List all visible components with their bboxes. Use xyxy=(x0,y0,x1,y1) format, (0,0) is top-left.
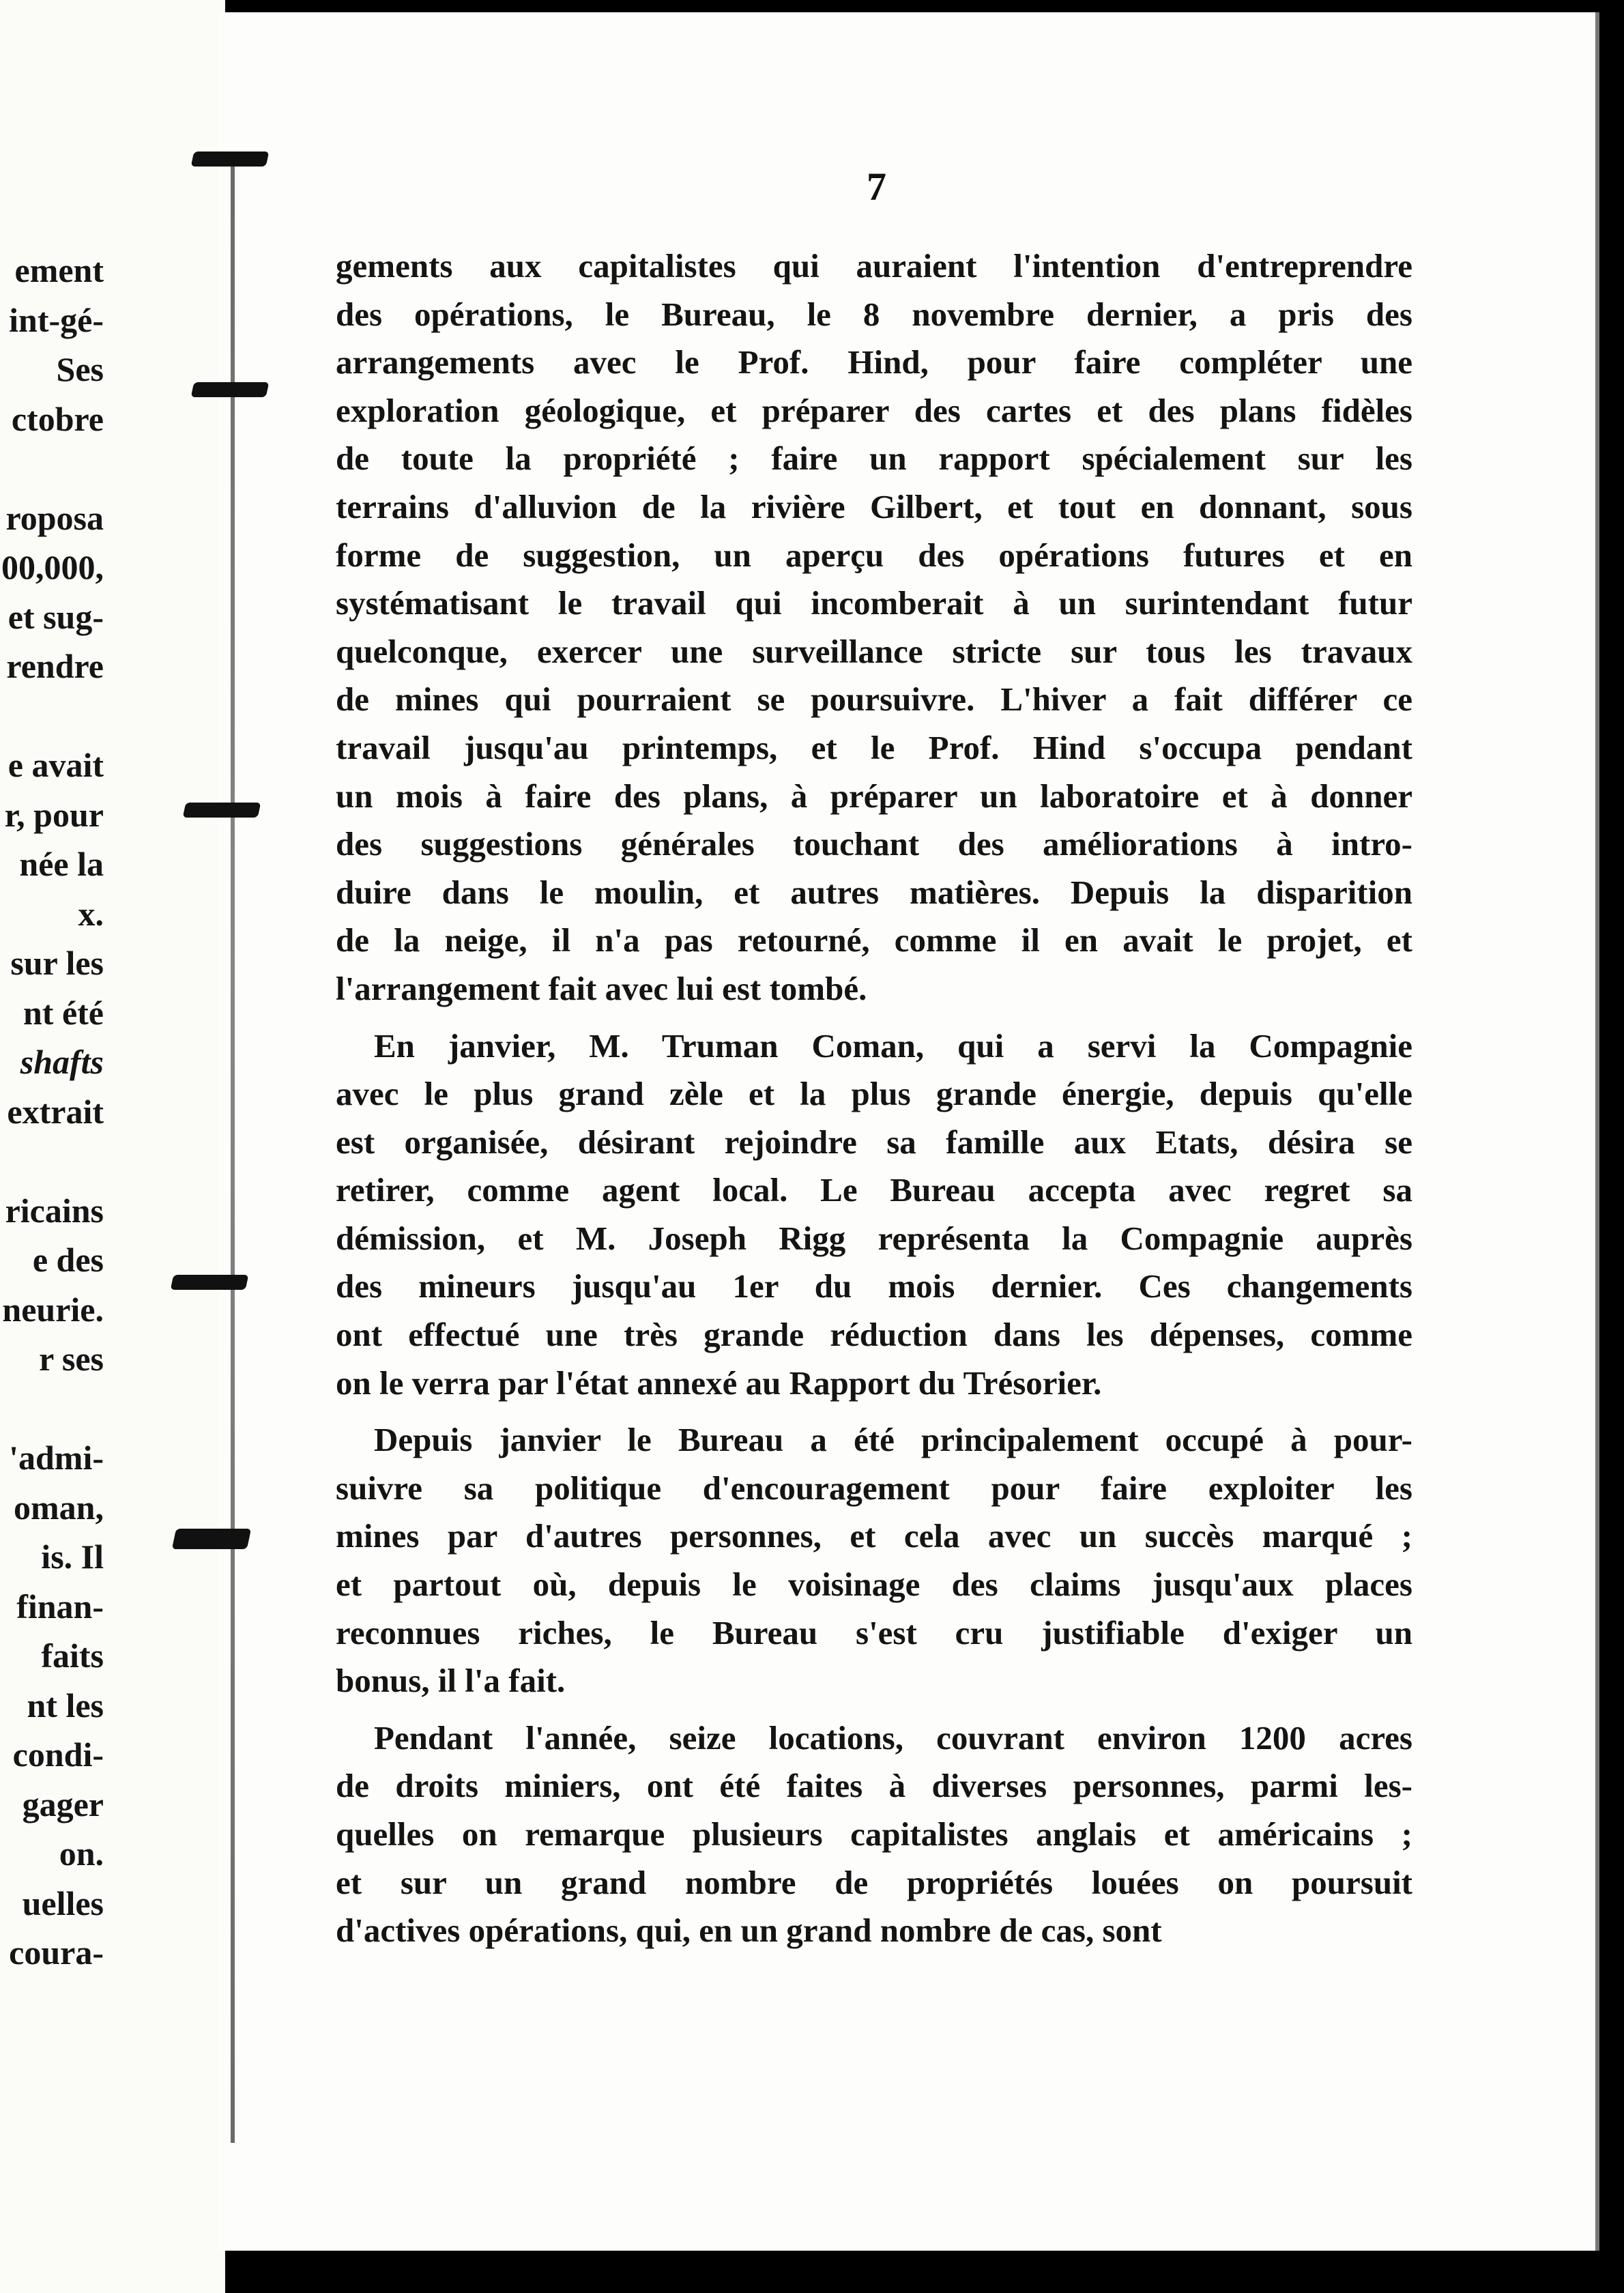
text-line: des suggestions générales touchant des améliorations à intro- xyxy=(336,825,1412,863)
facing-page-line: rendre xyxy=(6,647,104,685)
facing-page-line: nt les xyxy=(27,1686,104,1725)
facing-page-line: condi- xyxy=(12,1735,104,1774)
text-line: arrangements avec le Prof. Hind, pour faire compléter une xyxy=(336,343,1412,381)
text-line: mines par d'autres personnes, et cela avec un succès marqué ; xyxy=(336,1517,1412,1555)
facing-page-line: neurie. xyxy=(2,1290,104,1329)
binding-stitch xyxy=(191,382,270,397)
text-line: quelconque, exercer une surveillance stricte sur tous les travaux xyxy=(336,632,1412,670)
binding-stitch xyxy=(191,152,270,167)
facing-page-fragment xyxy=(0,0,225,2293)
facing-page-line: roposa xyxy=(5,498,104,537)
facing-page-line: nt été xyxy=(23,993,104,1032)
text-line: d'actives opérations, qui, en un grand nombre de cas, sont xyxy=(336,1912,1162,1950)
facing-page-line: shafts xyxy=(20,1043,104,1081)
facing-page-line: oman, xyxy=(14,1488,104,1527)
facing-page-line: coura- xyxy=(9,1933,104,1972)
text-line: terrains d'alluvion de la rivière Gilbert, et tout en donnant, sous xyxy=(336,487,1412,525)
facing-page-line: ricains xyxy=(5,1191,104,1230)
facing-page-line: extrait xyxy=(7,1092,104,1131)
text-line: systématisant le travail qui incomberait à un surintendant futur xyxy=(336,584,1412,622)
body-text xyxy=(336,242,1412,1964)
paragraph xyxy=(336,242,1412,1013)
facing-page-line xyxy=(0,444,225,493)
text-line: et partout où, depuis le voisinage des claims jusqu'aux places xyxy=(336,1566,1412,1604)
facing-page-line: x. xyxy=(78,894,104,933)
text-line: des mineurs jusqu'au 1er du mois dernier. Ces changements xyxy=(336,1267,1412,1306)
facing-page-line: née la xyxy=(19,845,104,883)
text-line: forme de suggestion, un aperçu des opérations futures et en xyxy=(336,536,1412,574)
text-line: Depuis janvier le Bureau a été principalement occupé à pour- xyxy=(374,1421,1412,1459)
text-line: reconnues riches, le Bureau s'est cru justifiable d'exiger un xyxy=(336,1613,1412,1652)
text-line: exploration géologique, et préparer des cartes et des plans fidèles xyxy=(336,391,1412,429)
facing-page-line: e avait xyxy=(8,746,104,784)
text-line: gements aux capitalistes qui auraient l'intention d'entreprendre xyxy=(336,247,1412,285)
text-line: de droits miniers, ont été faites à diverses personnes, parmi les- xyxy=(336,1767,1412,1805)
facing-page-line: sur les xyxy=(10,944,104,982)
text-line: un mois à faire des plans, à préparer un laboratoire et à donner xyxy=(336,777,1412,815)
text-line: de mines qui pourraient se poursuivre. L'hiver a fait différer ce xyxy=(336,680,1412,719)
paragraph xyxy=(336,1714,1412,1955)
facing-page-line: r ses xyxy=(39,1340,104,1378)
binding-stitch xyxy=(172,1529,251,1549)
facing-page-line xyxy=(0,691,225,741)
facing-page-line: 00,000, xyxy=(1,548,104,586)
paragraph xyxy=(336,1022,1412,1408)
text-line: suivre sa politique d'encouragement pour faire exploiter les xyxy=(336,1469,1412,1507)
text-line: l'arrangement fait avec lui est tombé. xyxy=(336,969,867,1007)
text-line: avec le plus grand zèle et la plus grande énergie, depuis qu'elle xyxy=(336,1075,1412,1113)
facing-page-line: uelles xyxy=(22,1884,104,1922)
text-line: quelles on remarque plusieurs capitalistes anglais et américains ; xyxy=(336,1815,1412,1853)
facing-page-line: gager xyxy=(22,1785,104,1823)
text-line: bonus, il l'a fait. xyxy=(336,1662,566,1700)
binding-stitch xyxy=(171,1275,249,1290)
binding-spine xyxy=(231,164,235,2143)
facing-page-line: ement xyxy=(14,251,104,289)
facing-page-text xyxy=(0,246,225,1978)
facing-page-line: Ses xyxy=(56,350,104,388)
text-line: duire dans le moulin, et autres matières. Depuis la disparition xyxy=(336,873,1412,911)
text-line: et sur un grand nombre de propriétés louées on poursuit xyxy=(336,1863,1412,1901)
facing-page-line: et sug- xyxy=(8,597,104,636)
facing-page-line: is. Il xyxy=(41,1538,104,1576)
text-line: on le verra par l'état annexé au Rapport du Trésorier. xyxy=(336,1364,1102,1402)
facing-page-line: on. xyxy=(59,1834,104,1873)
text-line: démission, et M. Joseph Rigg représenta la Compagnie auprès xyxy=(336,1219,1412,1257)
facing-page-line: int-gé- xyxy=(9,300,104,339)
binding-stitch xyxy=(183,803,261,818)
text-line: est organisée, désirant rejoindre sa famille aux Etats, désira se xyxy=(336,1123,1412,1161)
text-line: retirer, comme agent local. Le Bureau accepta avec regret sa xyxy=(336,1171,1412,1209)
page-number: 7 xyxy=(867,164,886,209)
text-line: En janvier, M. Truman Coman, qui a servi la Compagnie xyxy=(374,1026,1412,1065)
text-line: travail jusqu'au printemps, et le Prof. Hind s'occupa pendant xyxy=(336,728,1412,766)
facing-page-line: ctobre xyxy=(11,399,104,438)
text-line: des opérations, le Bureau, le 8 novembre dernier, a pris des xyxy=(336,295,1412,333)
facing-page-line xyxy=(0,1136,225,1186)
text-line: Pendant l'année, seize locations, couvrant environ 1200 acres xyxy=(374,1718,1412,1757)
facing-page-line: e des xyxy=(32,1241,104,1279)
facing-page-line xyxy=(0,1384,225,1434)
text-line: de toute la propriété ; faire un rapport spécialement sur les xyxy=(336,439,1412,478)
text-line: de la neige, il n'a pas retourné, comme il en avait le projet, et xyxy=(336,921,1412,960)
facing-page-line: faits xyxy=(41,1636,104,1675)
paragraph xyxy=(336,1416,1412,1705)
facing-page-line: finan- xyxy=(16,1587,104,1626)
facing-page-line: 'admi- xyxy=(9,1439,104,1477)
facing-page-line: r, pour xyxy=(4,795,104,834)
text-line: ont effectué une très grande réduction dans les dépenses, comme xyxy=(336,1316,1412,1354)
